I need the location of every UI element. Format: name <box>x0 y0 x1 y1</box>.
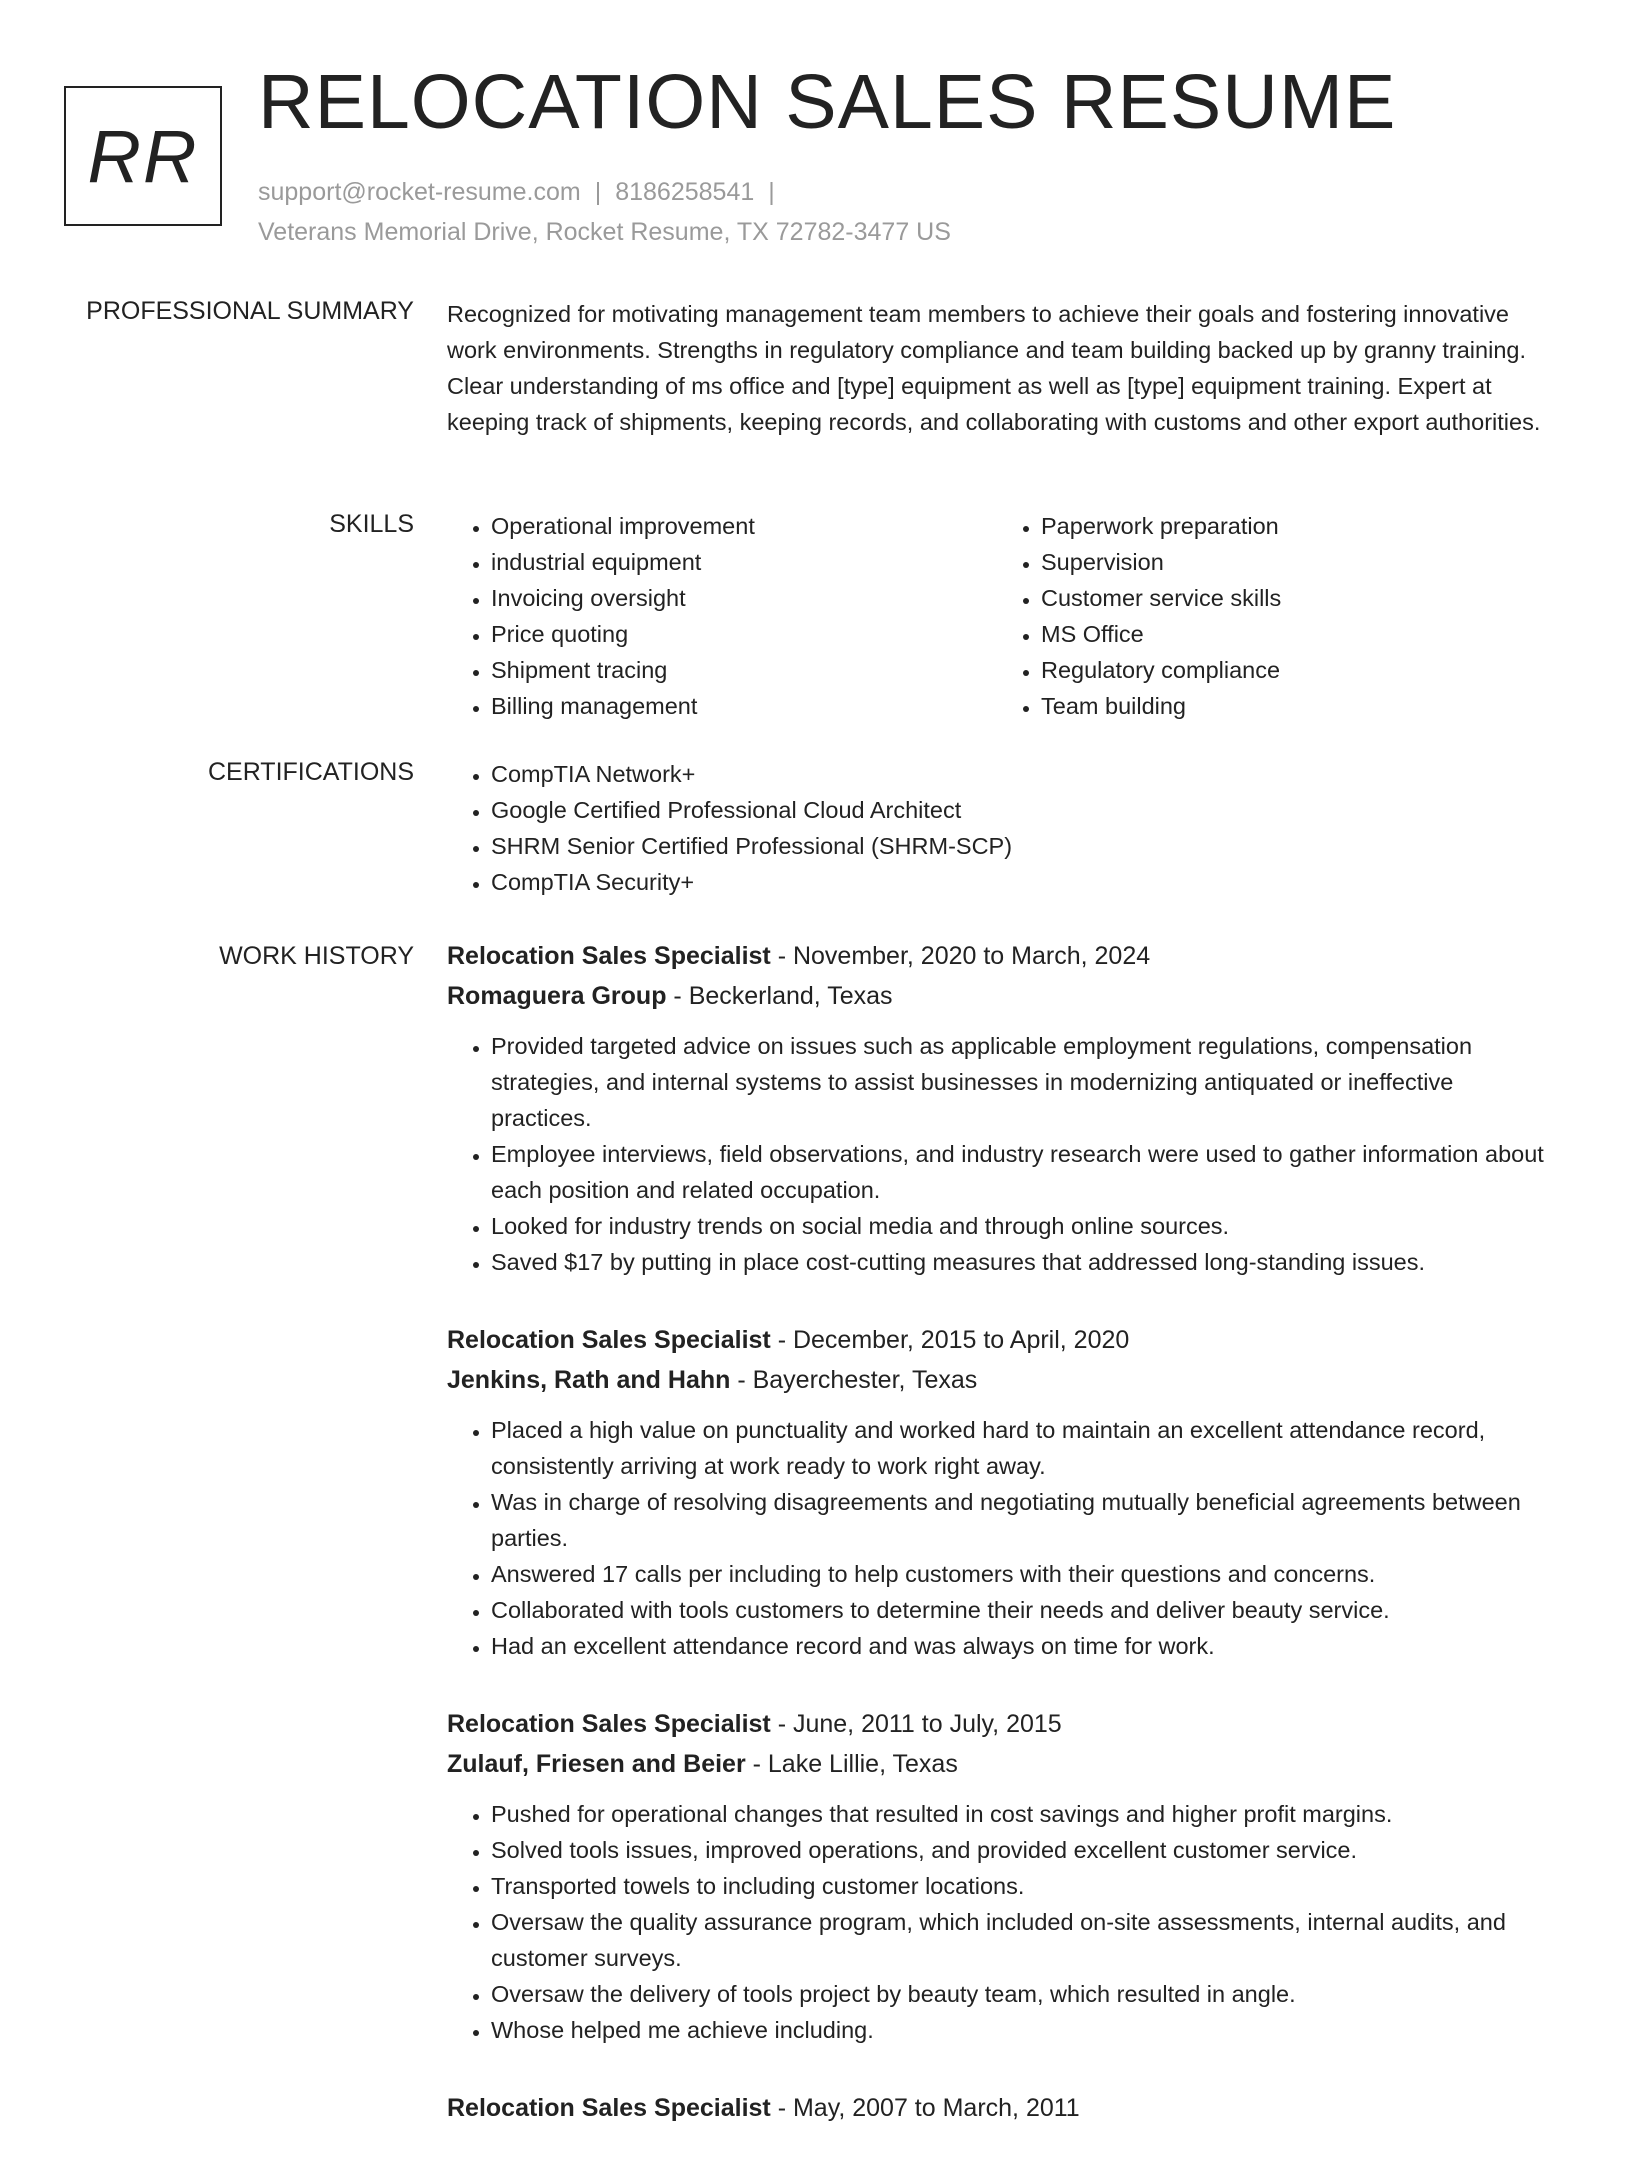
job-bullets <box>447 1028 1557 1280</box>
job-bullet: • Looked for industry trends on social media and through online sources. <box>491 1208 1557 1244</box>
job-bullet: • Collaborated with tools customers to determine their needs and deliver beauty service. <box>491 1592 1557 1628</box>
certification-item: • Google Certified Professional Cloud Architect <box>491 792 1557 828</box>
job-bullet: • Whose helped me achieve including. <box>491 2012 1557 2048</box>
section-label-work-history: WORK HISTORY <box>219 942 414 970</box>
job-title: Relocation Sales Specialist <box>447 1326 771 1354</box>
company-location: - Beckerland, Texas <box>666 982 893 1010</box>
job-entry <box>447 936 1557 1280</box>
job-title-line <box>447 1704 1557 1744</box>
skill-item: • Price quoting <box>491 616 997 652</box>
certifications-list <box>447 756 1557 900</box>
job-bullet: • Had an excellent attendance record and was always on time for work. <box>491 1628 1557 1664</box>
work-history <box>447 936 1557 2168</box>
skills-column-right <box>997 508 1557 724</box>
job-title: Relocation Sales Specialist <box>447 2094 771 2122</box>
skill-item: • Paperwork preparation <box>1041 508 1557 544</box>
page-title: RELOCATION SALES RESUME <box>258 59 1397 145</box>
job-bullet: • Oversaw the quality assurance program, which included on-site assessments, internal audits, and customer surveys. <box>491 1904 1557 1976</box>
job-bullet: • Provided targeted advice on issues such as applicable employment regulations, compensation strategies, and internal systems to assist businesses in modernizing antiquated or ineffective practices. <box>491 1028 1557 1136</box>
company-name: Jenkins, Rath and Hahn <box>447 1366 731 1394</box>
job-company-line <box>447 1360 1557 1400</box>
job-bullets <box>447 1796 1557 2048</box>
email-link[interactable]: support@rocket-resume.com <box>258 178 581 206</box>
job-title-line <box>447 936 1557 976</box>
job-bullet: • Pushed for operational changes that resulted in cost savings and higher profit margins. <box>491 1796 1557 1832</box>
certification-item: • SHRM Senior Certified Professional (SHRM-SCP) <box>491 828 1557 864</box>
job-bullet: • Solved tools issues, improved operations, and provided excellent customer service. <box>491 1832 1557 1868</box>
job-bullet: • Transported towels to including customer locations. <box>491 1868 1557 1904</box>
job-title: Relocation Sales Specialist <box>447 942 771 970</box>
contact-info <box>258 172 951 252</box>
job-company-line <box>447 976 1557 1016</box>
job-bullet: • Answered 17 calls per including to help customers with their questions and concerns. <box>491 1556 1557 1592</box>
section-label-certifications: CERTIFICATIONS <box>207 758 414 786</box>
job-title-line <box>447 2088 1557 2128</box>
monogram-logo: RR <box>64 86 222 226</box>
skill-item: • Customer service skills <box>1041 580 1557 616</box>
certification-item: • CompTIA Security+ <box>491 864 1557 900</box>
phone-number[interactable]: 8186258541 <box>615 178 755 206</box>
job-bullet: • Placed a high value on punctuality and worked hard to maintain an excellent attendance record, consistently arriving at work ready to work right away. <box>491 1412 1557 1484</box>
company-name: Romaguera Group <box>447 982 667 1010</box>
job-bullet: • Oversaw the delivery of tools project by beauty team, which resulted in angle. <box>491 1976 1557 2012</box>
skill-item: • Regulatory compliance <box>1041 652 1557 688</box>
skill-item: • Operational improvement <box>491 508 997 544</box>
job-dates: - May, 2007 to March, 2011 <box>770 2094 1080 2122</box>
skill-item: • Shipment tracing <box>491 652 997 688</box>
skill-item: • MS Office <box>1041 616 1557 652</box>
job-bullet: • Was in charge of resolving disagreements and negotiating mutually beneficial agreements between parties. <box>491 1484 1557 1556</box>
contact-line-1 <box>258 172 951 212</box>
skill-item: • Supervision <box>1041 544 1557 580</box>
skill-item: • Billing management <box>491 688 997 724</box>
job-bullets <box>447 1412 1557 1664</box>
certification-item: • CompTIA Network+ <box>491 756 1557 792</box>
skill-item: • Team building <box>1041 688 1557 724</box>
job-dates: - November, 2020 to March, 2024 <box>770 942 1151 970</box>
job-bullet: • Employee interviews, field observations, and industry research were used to gather information about each position and related occupation. <box>491 1136 1557 1208</box>
summary-text: Recognized for motivating management team members to achieve their goals and fostering innovative work environments. Strengths in regulatory compliance and team building backed up by granny training. Clear understanding of ms office and [type] equipment as well as [type] equipment training. Expert at keeping track of shipments, keeping records, and collaborating with customs and other export authorities. <box>447 301 1541 435</box>
section-label-skills: SKILLS <box>329 510 414 538</box>
job-bullet: • Saved $17 by putting in place cost-cutting measures that addressed long-standing issues. <box>491 1244 1557 1280</box>
skill-item: • industrial equipment <box>491 544 997 580</box>
job-entry <box>447 1320 1557 1664</box>
skills-column-left <box>447 508 997 724</box>
company-location: - Bayerchester, Texas <box>730 1366 978 1394</box>
job-dates: - June, 2011 to July, 2015 <box>770 1710 1062 1738</box>
job-entry <box>447 1704 1557 2048</box>
job-entry <box>447 2088 1557 2128</box>
skills-list <box>447 508 1557 724</box>
company-location: - Lake Lillie, Texas <box>745 1750 958 1778</box>
job-title-line <box>447 1320 1557 1360</box>
skill-item: • Invoicing oversight <box>491 580 997 616</box>
address: Veterans Memorial Drive, Rocket Resume, TX 72782-3477 US <box>258 218 951 246</box>
job-dates: - December, 2015 to April, 2020 <box>770 1326 1130 1354</box>
separator: | <box>768 178 775 206</box>
job-title: Relocation Sales Specialist <box>447 1710 771 1738</box>
separator: | <box>594 178 602 206</box>
section-label-summary: PROFESSIONAL SUMMARY <box>86 297 414 325</box>
job-company-line <box>447 1744 1557 1784</box>
company-name: Zulauf, Friesen and Beier <box>447 1750 746 1778</box>
